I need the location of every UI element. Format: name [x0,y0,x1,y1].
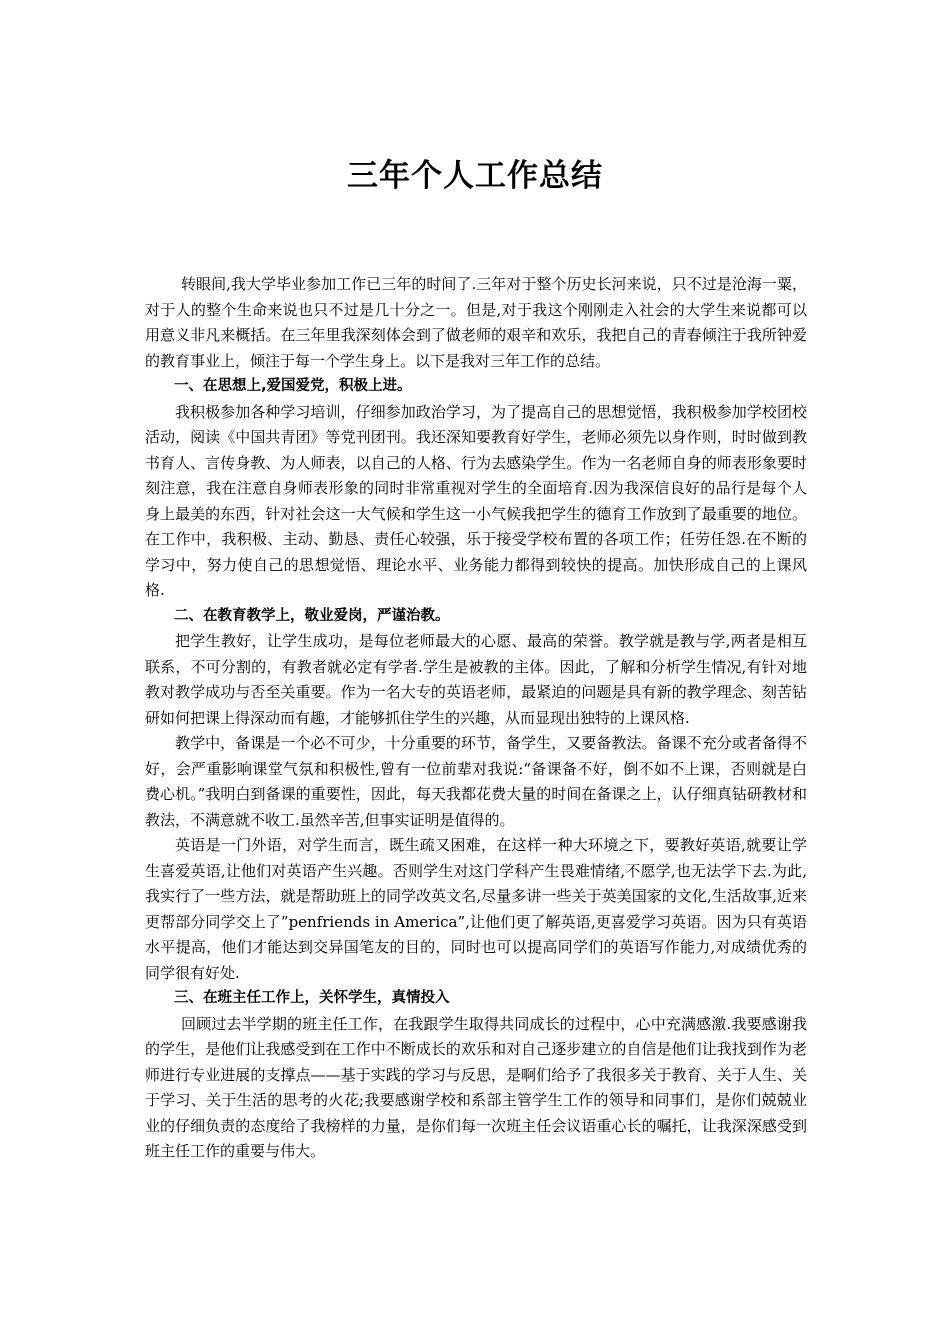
section-1-paragraph: 我积极参加各种学习培训，仔细参加政治学习，为了提高自己的思想觉悟，我积极参加学校团校活动，阅读《中国共青团》等党刊团刊。我还深知要教育好学生，老师必须先以身作则，时时做到教书育人、言传身教、为人师表，以自己的人格、行为去感染学生。作为一名老师自身的师表形象要时刻注意，我在注意自身师表形象的同时非常重视对学生的全面培育.因为我深信良好的品行是每个人身上最美的东西，针对社会这一大气候和学生这一小气候我把学生的德育工作放到了最重要的地位。在工作中，我积极、主动、勤恳、责任心较强，乐于接受学校布置的各项工作；任劳任怨.在不断的学习中，努力使自己的思想觉悟、理论水平、业务能力都得到较快的提高。加快形成自己的上课风格. [145,402,807,599]
section-heading-3: 三、在班主任工作上，关怀学生，真情投入 [174,990,450,1006]
section-2-paragraph-1: 把学生教好，让学生成功，是每位老师最大的心愿、最高的荣誉。教学就是教与学,两者是相互联系，不可分割的，有教者就必定有学者.学生是被教的主体。因此，了解和分析学生情况,有针对地教对教学成功与否至关重要。作为一名大专的英语老师，最紧迫的问题是具有新的教学理念、刻苦钻研如何把课上得深动而有趣，才能够抓住学生的兴趣，从而显现出独特的上课风格. [145,632,807,727]
section-2-paragraph-2: 教学中，备课是一个必不可少，十分重要的环节，备学生，又要备教法。备课不充分或者备得不好，会严重影响课堂气氛和积极性,曾有一位前辈对我说:“备课备不好，倒不如不上课，否则就是白费心机。”我明白到备课的重要性，因此，每天我都花费大量的时间在备课之上，认仔细真钻研教材和教法，不满意就不收工.虽然辛苦,但事实证明是值得的。 [145,734,807,829]
section-3-paragraph: 回顾过去半学期的班主任工作，在我跟学生取得共同成长的过程中，心中充满感激.我要感谢我的学生，是他们让我感受到在工作中不断成长的欢乐和对自己逐步建立的自信是他们让我找到作为老师进行专业进展的支撑点——基于实践的学习与反思，是啊们给予了我很多关于教育、关于人生、关于学习、关于生活的思考的火花;我要感谢学校和系部主管学生工作的领导和同事们，是你们兢兢业业的仔细负责的态度给了我榜样的力量，是你们每一次班主任会议语重心长的嘱托，让我深深感受到班主任工作的重要与伟大。 [145,1014,807,1160]
section-heading-2: 二、在教育教学上，敬业爱岗，严谨治教。 [174,607,450,624]
section-heading-1: 一、在思想上,爱国爱党，积极上进。 [174,378,412,394]
document-body [145,272,807,1165]
intro-paragraph: 转眼间,我大学毕业参加工作已三年的时间了.三年对于整个历史长河来说，只不过是沧海一粟，对于人的整个生命来说也只不过是几十分之一。但是,对于我这个刚刚走入社会的大学生来说都可以用意义非凡来概括。在三年里我深刻体会到了做老师的艰辛和欢乐，我把自己的青春倾注于我所钟爱的教育事业上，倾注于每一个学生身上。以下是我对三年工作的总结。 [145,275,807,370]
section-2-paragraph-3: 英语是一门外语，对学生而言，既生疏又困难，在这样一种大环境之下，要教好英语,就要让学生喜爱英语,让他们对英语产生兴趣。否则学生对这门学科产生畏难情绪,不愿学,也无法学下去.为此,我实行了一些方法，就是帮助班上的同学改英文名,尽量多讲一些关于英美国家的文化,生活故事,近来更帮部分同学交上了”penfriends in America”,让他们更了解英语,更喜爱学习英语。因为只有英语水平提高，他们才能达到交异国笔友的目的，同时也可以提高同学们的英语写作能力,对成绩优秀的同学很有好处. [145,836,807,982]
document-title: 三年个人工作总结 [347,158,603,194]
